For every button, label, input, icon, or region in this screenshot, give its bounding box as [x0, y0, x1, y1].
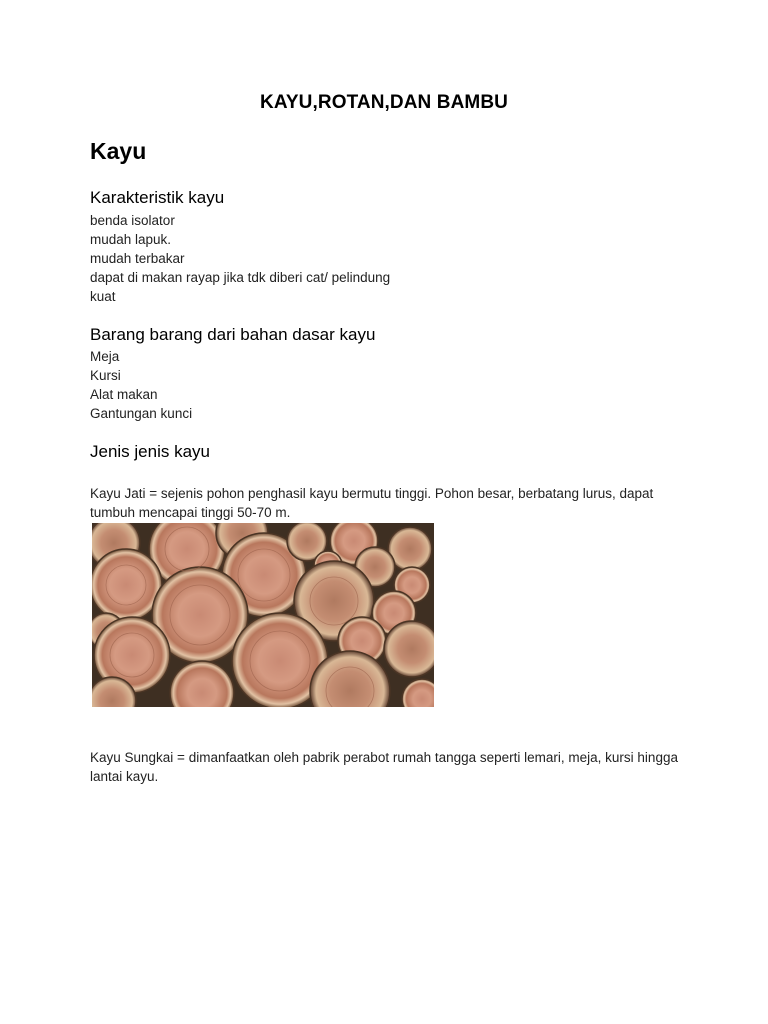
list-item: Gantungan kunci: [90, 406, 193, 421]
list-item: kuat: [90, 289, 116, 304]
products-list: [90, 347, 192, 423]
characteristics-list: [90, 211, 390, 306]
characteristics-heading: Karakteristik kayu: [90, 188, 225, 207]
products-heading: Barang barang dari bahan dasar kayu: [90, 325, 376, 344]
list-item: mudah terbakar: [90, 251, 185, 266]
list-item: Kursi: [90, 368, 121, 383]
list-item: mudah lapuk.: [90, 232, 172, 247]
logs-illustration: [92, 523, 434, 707]
list-item: benda isolator: [90, 213, 175, 228]
kayu-jati-paragraph: Kayu Jati = sejenis pohon penghasil kayu bermutu tinggi. Pohon besar, berbatang lurus, dapat tumbuh mencapai tinggi 50-70 m.: [90, 486, 654, 520]
teak-logs-photo: [92, 523, 434, 707]
list-item: dapat di makan rayap jika tdk diberi cat/ pelindung: [90, 270, 391, 285]
document-title: KAYU,ROTAN,DAN BAMBU: [260, 92, 508, 113]
types-heading: Jenis jenis kayu: [90, 442, 211, 461]
list-item: Alat makan: [90, 387, 158, 402]
kayu-sungkai-paragraph: Kayu Sungkai = dimanfaatkan oleh pabrik perabot rumah tangga seperti lemari, meja, kursi hingga lantai kayu.: [90, 750, 678, 784]
list-item: Meja: [90, 349, 120, 364]
section-heading-kayu: Kayu: [90, 138, 147, 164]
